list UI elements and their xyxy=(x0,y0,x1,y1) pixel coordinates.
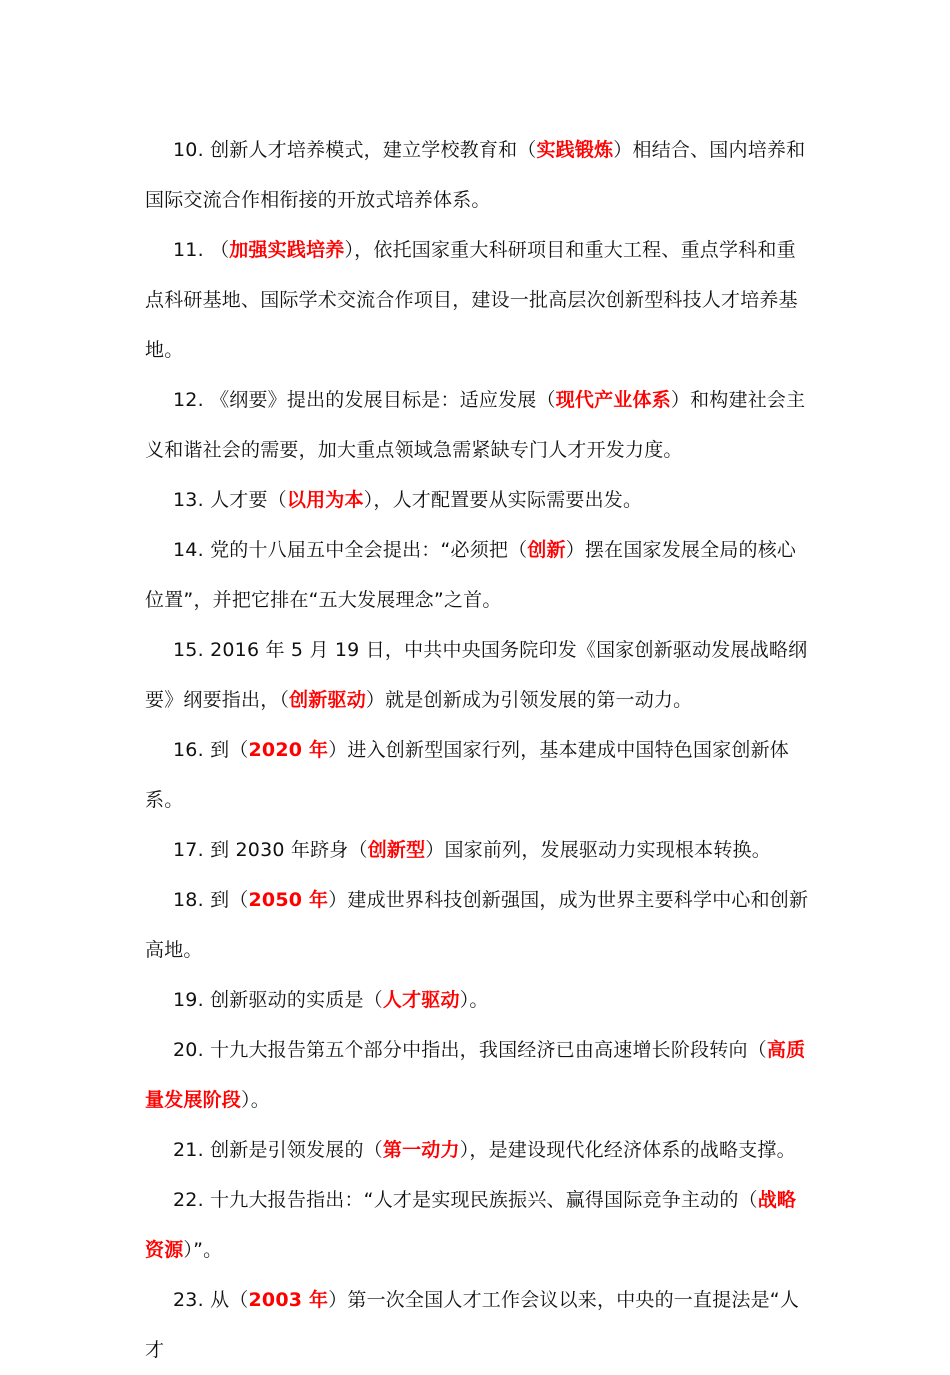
item-text-before: 人才要（ xyxy=(210,489,287,511)
item-text-after: ）进入创新型国家行列，基本建成中国特色国家创新体系。 xyxy=(145,739,789,811)
question-item-11 xyxy=(145,225,810,375)
item-number: 13. xyxy=(173,489,204,511)
item-text-before: 创新人才培养模式，建立学校教育和（ xyxy=(210,139,537,161)
item-text-before: 党的十八届五中全会提出：“必须把（ xyxy=(210,539,528,561)
answer-highlight: 创新 xyxy=(527,539,566,561)
item-number: 21. xyxy=(173,1139,204,1161)
item-text-after: ）就是创新成为引领发展的第一动力。 xyxy=(365,689,693,711)
item-text-before: 十九大报告指出：“人才是实现民族振兴、赢得国际竞争主动的（ xyxy=(210,1189,758,1211)
question-item-14 xyxy=(145,525,810,625)
item-number: 22. xyxy=(173,1189,204,1211)
answer-highlight: 人才驱动 xyxy=(382,989,460,1011)
item-text-before: 十九大报告第五个部分中指出，我国经济已由高速增长阶段转向（ xyxy=(210,1039,767,1061)
item-text-after: ），人才配置要从实际需要出发。 xyxy=(363,489,643,511)
item-text-after: ）。 xyxy=(459,989,489,1011)
item-number: 18. xyxy=(173,889,204,911)
item-text-before: 从（ xyxy=(210,1289,249,1311)
item-number: 19. xyxy=(173,989,204,1011)
question-item-16 xyxy=(145,725,810,825)
item-text-after: ）建成世界科技创新强国，成为世界主要科学中心和创新高地。 xyxy=(145,889,809,961)
item-text-after: ）”。 xyxy=(183,1239,223,1261)
question-item-10 xyxy=(145,125,810,225)
question-item-21 xyxy=(145,1125,810,1175)
item-number: 16. xyxy=(173,739,204,761)
item-number: 10. xyxy=(173,139,204,161)
question-item-12 xyxy=(145,375,810,475)
item-text-before: 创新是引领发展的（ xyxy=(210,1139,383,1161)
answer-highlight: 2050 年 xyxy=(248,889,329,911)
item-text-after: ）国家前列，发展驱动力实现根本转换。 xyxy=(425,839,771,861)
document-page xyxy=(145,125,810,1375)
item-number: 14. xyxy=(173,539,204,561)
item-text-before: 《纲要》提出的发展目标是：适应发展（ xyxy=(210,389,556,411)
answer-highlight: 2003 年 xyxy=(248,1289,329,1311)
item-text-after: ）摆在国家发展全局的核心位置”，并把它排在“五大发展理念”之首。 xyxy=(145,539,797,611)
item-number: 20. xyxy=(173,1039,204,1061)
question-item-22 xyxy=(145,1175,810,1275)
item-number: 15. xyxy=(173,639,204,661)
item-number: 11. xyxy=(173,239,204,261)
item-text-after: ）相结合、国内培养和国际交流合作相衔接的开放式培养体系。 xyxy=(145,139,806,211)
answer-highlight: 高质量发展阶段 xyxy=(145,1039,806,1111)
item-text-after: ）。 xyxy=(241,1089,270,1111)
item-text-after: ），是建设现代化经济体系的战略支撑。 xyxy=(459,1139,796,1161)
answer-highlight: 第一动力 xyxy=(382,1139,460,1161)
item-number: 12. xyxy=(173,389,204,411)
item-text-after: ）第一次全国人才工作会议以来，中央的一直提法是“人才 xyxy=(145,1289,800,1361)
item-number: 17. xyxy=(173,839,204,861)
question-item-13 xyxy=(145,475,810,525)
item-text-before: 创新驱动的实质是（ xyxy=(210,989,383,1011)
question-item-18 xyxy=(145,875,810,975)
question-item-15 xyxy=(145,625,810,725)
question-item-20 xyxy=(145,1025,810,1125)
answer-highlight: 战略资源 xyxy=(145,1189,797,1261)
answer-highlight: 加强实践培养 xyxy=(229,239,345,261)
question-item-19 xyxy=(145,975,810,1025)
answer-highlight: 创新驱动 xyxy=(289,689,366,711)
item-text-before: 到 2030 年跻身（ xyxy=(210,839,368,861)
item-text-before: 2016 年 5 月 19 日，中共中央国务院印发《国家创新驱动发展战略纲要》纲要指出，（ xyxy=(145,639,808,711)
item-text-before: 到（ xyxy=(210,889,249,911)
item-text-after: ）和构建社会主义和谐社会的需要，加大重点领域急需紧缺专门人才开发力度。 xyxy=(145,389,806,461)
item-text-before: 到（ xyxy=(210,739,249,761)
item-number: 23. xyxy=(173,1289,204,1311)
answer-highlight: 创新型 xyxy=(367,839,426,861)
question-item-23 xyxy=(145,1275,810,1375)
item-text-after: ），依托国家重大科研项目和重大工程、重点学科和重点科研基地、国际学术交流合作项目，建设一批高层次创新型科技人才培养基地。 xyxy=(145,239,798,361)
item-text-before: （ xyxy=(210,239,230,261)
answer-highlight: 以用为本 xyxy=(286,489,364,511)
answer-highlight: 实践锻炼 xyxy=(536,139,614,161)
question-item-17 xyxy=(145,825,810,875)
answer-highlight: 2020 年 xyxy=(248,739,329,761)
answer-highlight: 现代产业体系 xyxy=(555,389,671,411)
